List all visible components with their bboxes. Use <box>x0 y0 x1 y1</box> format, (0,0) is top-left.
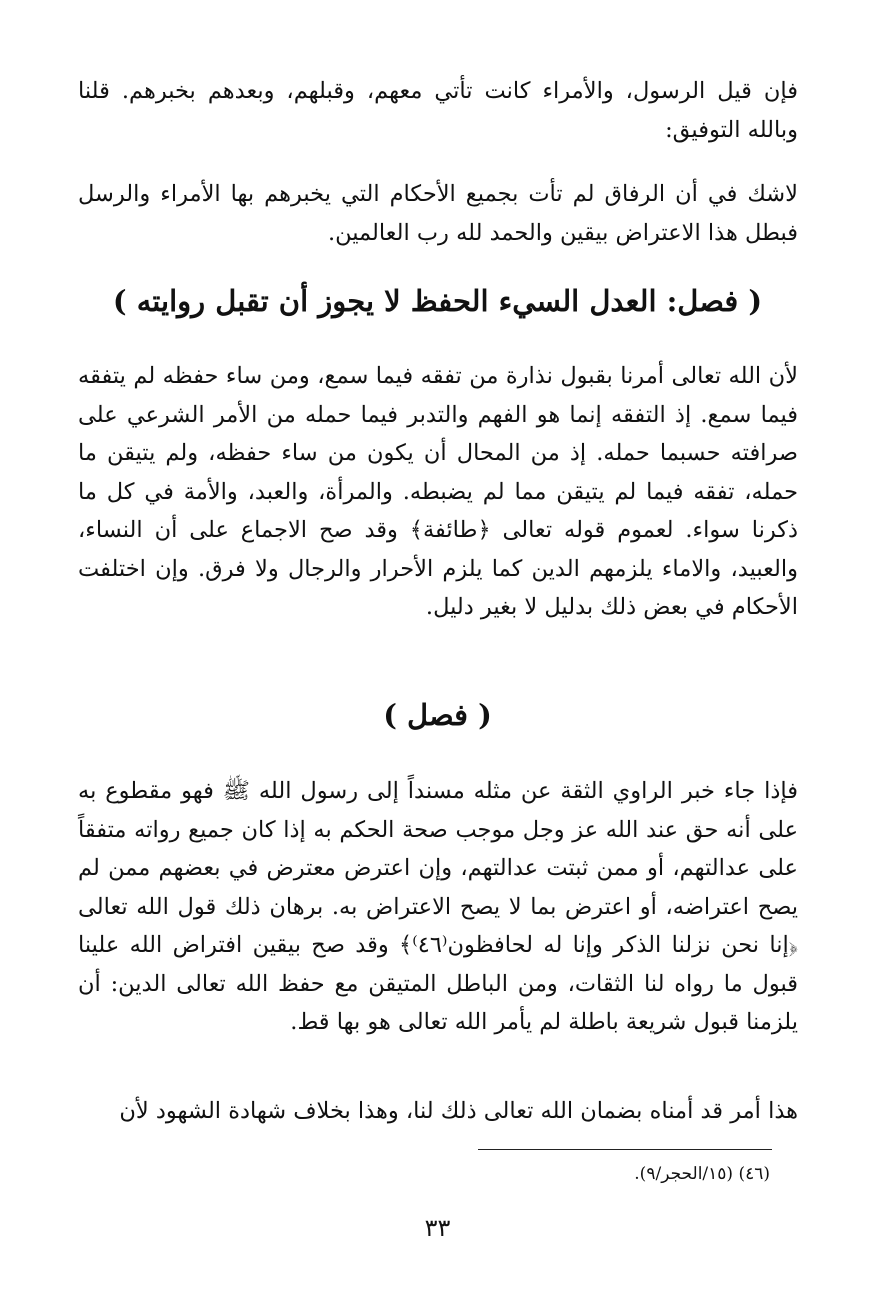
paragraph-guarantee: هذا أمر قد أمناه بضمان الله تعالى ذلك لنا، وهذا بخلاف شهادة الشهود لأن <box>119 1098 798 1124</box>
section-heading-fasl: ( فصل ) <box>383 698 492 732</box>
page-number: ٣٣ <box>424 1214 451 1242</box>
paragraph-rebuttal: لاشك في أن الرفاق لم تأت بجميع الأحكام التي يخبرهم بها الأمراء والرسل فبطل هذا الاعتراض بيقين والحمد لله رب العالمين. <box>78 181 798 246</box>
footnote-divider <box>478 1149 772 1150</box>
paragraph-poor-memory: لأن الله تعالى أمرنا بقبول نذارة من تفقه فيما سمع، ومن ساء حفظه لم يتفقه فيما سمع. إذ التفقه إنما هو الفهم والتدبر فيما حمله من الأمر الشرعي على صرافته حسبما حمله. إذ من المحال أن يكون من ساء حفظه، ولم يتيقن ما حمله، تفقه فيما لم يتيقن مما لم يضبطه. والمرأة، والعبد، والأمة في كل ما ذكرنا سواء. لعموم قوله تعالى ﴿طائفة﴾ وقد صح الاجماع على أن النساء، والعبيد، والاماء يلزمهم الدين كما يلزم الأحرار والرجال ولا فرق. وإن اختلفت الأحكام في بعض ذلك بدليل لا بغير دليل. <box>78 363 799 620</box>
paragraph-objection: فإن قيل الرسول، والأمراء كانت تأتي معهم، وقبلهم، وبعدهم بخبرهم. قلنا وبالله التوفيق: <box>78 78 798 143</box>
paragraph-trusted-narrator: فإذا جاء خبر الراوي الثقة عن مثله مسنداً إلى رسول الله ﷺ فهو مقطوع به على أنه حق عند الله عز وجل موجب صحة الحكم به إذا كان جميع رواته متفقاً على عدالتهم، أو ممن ثبتت عدالتهم، وإن اعترض معترض في بعضهم ممن لم يصح اعتراضه، أو اعترض بما لا يصح الاعتراض به. برهان ذلك قول الله تعالى ﴿إنا نحن نزلنا الذكر وإنا له لحافظون⁽٤٦⁾﴾ وقد صح بيقين افتراض الله علينا قبول ما رواه لنا الثقات، ومن الباطل المتيقن مع حفظ الله تعالى الدين: أن يلزمنا قبول شريعة باطلة لم يأمر الله تعالى هو بها قط. <box>78 778 798 1035</box>
footnote-46: (٤٦) (١٥/الحجر/٩). <box>634 1164 770 1184</box>
section-heading-poor-memory: ( فصل: العدل السيء الحفظ لا يجوز أن تقبل روايته ) <box>112 284 763 318</box>
